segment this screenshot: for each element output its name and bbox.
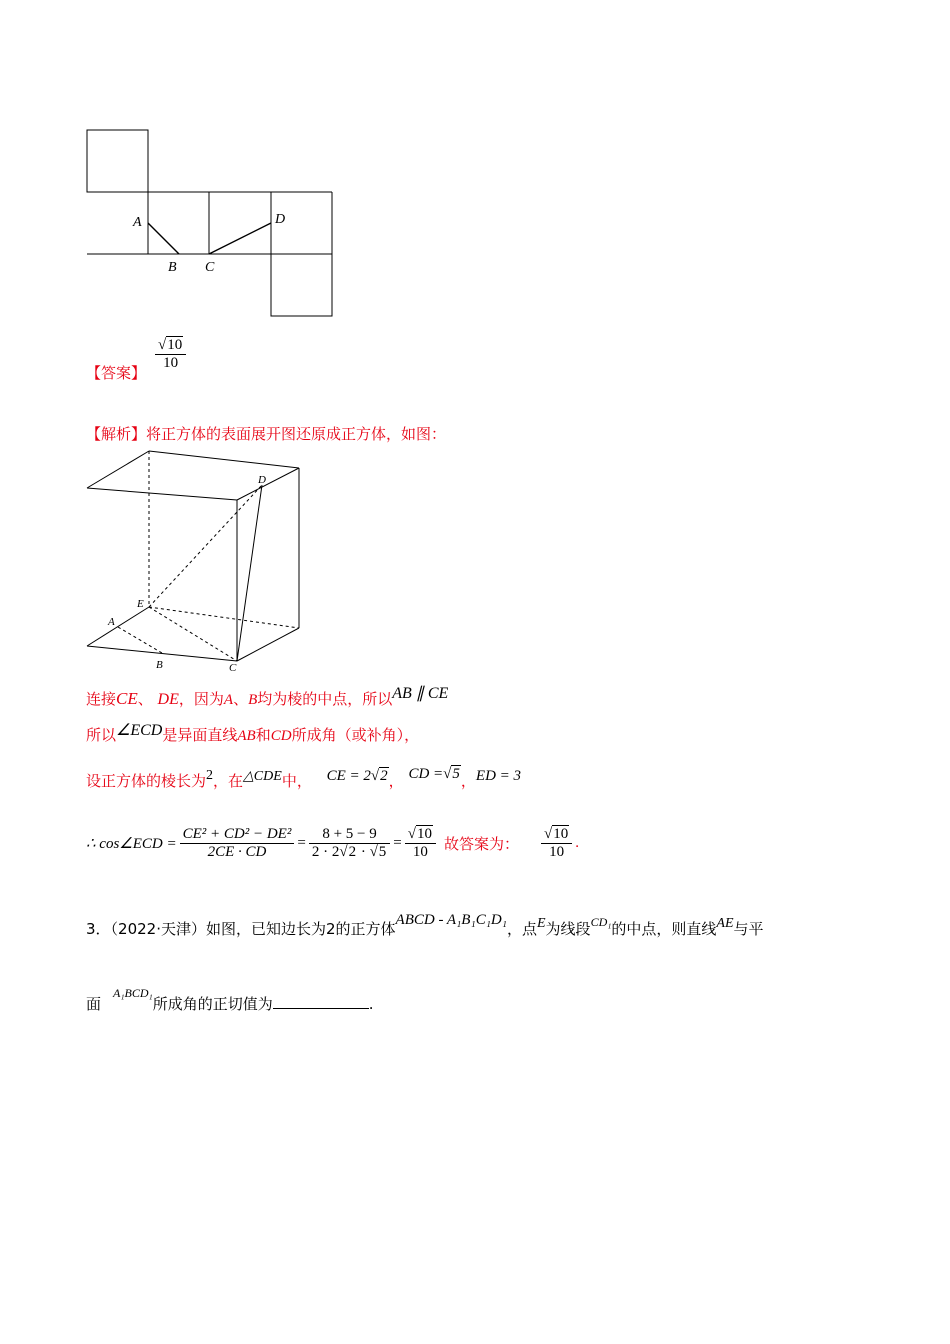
line2-ab: AB xyxy=(237,728,256,744)
cube-label-b: B xyxy=(156,659,163,671)
question3-point: E xyxy=(536,916,546,931)
analysis-label: 【解析】 xyxy=(86,425,147,443)
cube-label-d: D xyxy=(258,474,266,486)
net-label-c: C xyxy=(205,260,215,275)
net-label-d: D xyxy=(275,212,286,227)
line2-angle: ∠ECD xyxy=(116,722,163,739)
analysis-line-2 xyxy=(86,724,419,745)
question3-source: （2022·天津） xyxy=(110,920,206,938)
line4-frac4-den: 10 xyxy=(549,843,565,860)
line2-he: 和 xyxy=(255,726,271,744)
line1-b: B xyxy=(248,692,258,708)
question3-line1 xyxy=(86,912,764,939)
line4-frac3-den: 10 xyxy=(412,843,428,860)
line3-ce-rad: 2 xyxy=(380,768,388,784)
question3-plane: A₁BCD₁ xyxy=(113,986,153,1000)
answer-value-den: 10 xyxy=(163,355,179,371)
line4-therefore: ∴ cos∠ECD = xyxy=(86,835,177,852)
question3-line2 xyxy=(86,986,374,1014)
line3-triangle: △CDE xyxy=(243,769,282,784)
line4-frac4-num: 10 xyxy=(553,825,569,842)
line3-ce-eq: CE = 2 xyxy=(326,768,371,784)
line3-cd-rad: 5 xyxy=(452,766,460,782)
line1-de: DE xyxy=(157,691,179,708)
line3-zai: ，在 xyxy=(213,772,244,790)
question3-text5: 与平 xyxy=(733,920,764,938)
cube-net-figure xyxy=(80,125,340,325)
line4-frac2-den-r1: 2 xyxy=(348,843,357,860)
line1-ce: CE xyxy=(116,689,138,708)
question3-line: AE xyxy=(716,916,734,931)
line1-dun: 、 xyxy=(233,690,249,708)
question3-text4: 的中点，则直线 xyxy=(611,920,717,938)
answer-label: 【答案】 xyxy=(86,364,147,382)
line1-relation: AB ∥ CE xyxy=(392,685,449,702)
line4-eq2: = xyxy=(393,834,402,851)
line2-cd: CD xyxy=(270,728,292,744)
line2-tail: 所成角（或补角）， xyxy=(291,726,420,744)
line4-frac2-den-a: 2 · 2 xyxy=(311,843,340,860)
question3-cube: ABCD - A₁B₁C₁D₁ xyxy=(395,912,507,928)
question3-text7: 所成角的正切值为 xyxy=(152,995,273,1013)
answer-value-num: 10 xyxy=(167,337,183,353)
line3-comma1: ， xyxy=(388,772,404,790)
line4-frac3-num: 10 xyxy=(417,825,432,842)
question3-segment: CD₁ xyxy=(590,915,612,929)
question3-text3: 为线段 xyxy=(545,920,591,938)
line1-tail: 均为棱的中点，所以 xyxy=(257,690,393,708)
line3-prefix: 设正方体的棱长为 xyxy=(86,772,207,790)
line1-prefix: 连接 xyxy=(86,690,117,708)
line4-frac2-den-r2: 5 xyxy=(378,843,387,860)
line3-ed-eq: ED = 3 xyxy=(475,768,522,784)
line4-period: . xyxy=(575,834,579,851)
cube-label-a: A xyxy=(108,616,115,628)
answer-value: $\frac{√10}{10}$ xyxy=(155,337,186,372)
cube-label-e: E xyxy=(137,598,144,610)
cube-figure xyxy=(80,445,310,675)
answer-blank xyxy=(273,994,369,1009)
line3-comma2: ， xyxy=(460,772,476,790)
line4-frac1-num: CE² + CD² − DE² xyxy=(180,826,295,844)
question3-number: 3． xyxy=(86,920,111,938)
analysis-line-1 xyxy=(86,685,449,709)
line4-frac1-den: 2CE · CD xyxy=(207,843,267,860)
question3-end: . xyxy=(368,995,374,1013)
line4-frac2-num: 8 + 5 − 9 xyxy=(309,826,390,844)
analysis-line-4: ∴ cos∠ECD = $\frac{\text{CE² + CD² − DE²}}{2CE \cdot CD}$ = $\frac{8 + 5 - 9}{2 \cdot 2√2 \cdot √5}$ = $\frac{√10}{10}$ 故答案为： $\frac{√10}{10}$ . xyxy=(86,825,579,860)
question3-text1: 如图，已知边长为2的正方体 xyxy=(206,920,396,938)
cube-label-c: C xyxy=(229,662,237,674)
analysis-line-3: 设正方体的棱长为2，在△CDE中， CE = 2√2， CD =√5，ED = 3 xyxy=(86,766,522,790)
analysis-intro: 将正方体的表面展开图还原成正方体，如图： xyxy=(146,425,447,443)
line1-a: A xyxy=(223,692,234,708)
line3-zhong: 中， xyxy=(281,772,312,790)
line3-cd-eq: CD = xyxy=(408,766,444,782)
line1-mid: ，因为 xyxy=(178,690,224,708)
question3-text6: 面 xyxy=(86,995,102,1013)
line2-mid: 是异面直线 xyxy=(162,726,238,744)
line2-prefix: 所以 xyxy=(86,726,117,744)
line4-conclusion: 故答案为： xyxy=(444,834,520,853)
line4-eq1: = xyxy=(297,834,306,851)
line4-frac2-den-b: · xyxy=(357,843,370,860)
net-label-a: A xyxy=(133,215,142,230)
net-label-b: B xyxy=(168,260,177,275)
line3-edge: 2 xyxy=(206,768,214,783)
analysis-intro-line xyxy=(86,423,446,444)
line1-sep: 、 xyxy=(137,690,153,708)
question3-text2: ，点 xyxy=(506,920,537,938)
